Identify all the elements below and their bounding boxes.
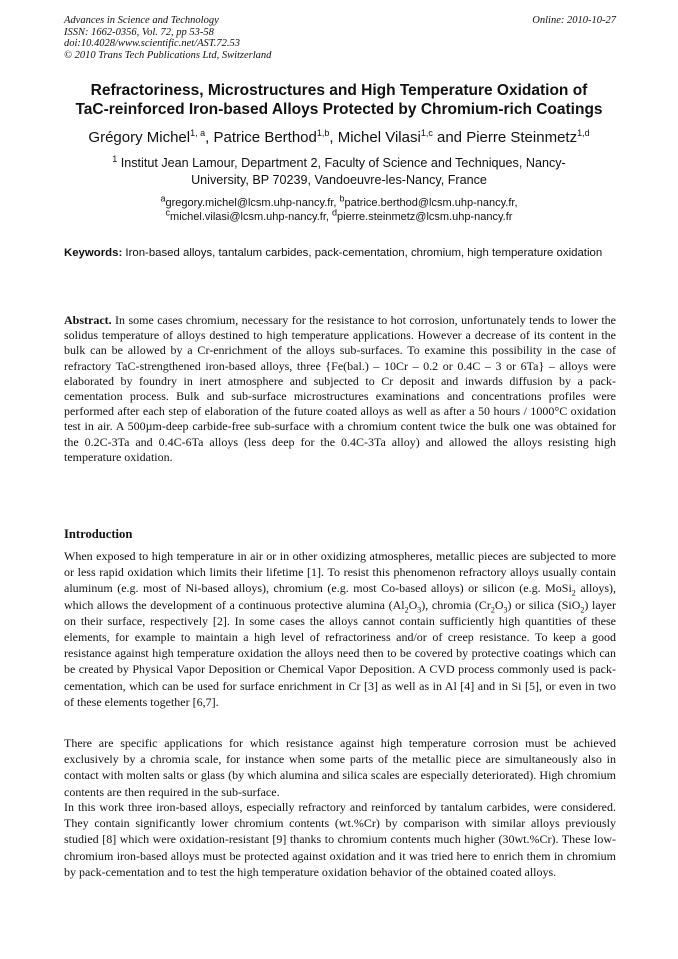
subscript: 3 <box>503 605 508 614</box>
copyright-line: © 2010 Trans Tech Publications Ltd, Switzerland <box>64 49 272 61</box>
affiliation-line-1: Institut Jean Lamour, Department 2, Faculty of Science and Techniques, Nancy- <box>117 156 566 170</box>
email-link[interactable]: patrice.berthod@lcsm.uhp-nancy.fr, <box>344 197 518 209</box>
abstract <box>64 313 616 465</box>
subscript: 2 <box>490 605 495 614</box>
abstract-label: Abstract. <box>64 313 112 327</box>
text-run: alloys), which allows the development of a continuous protective alumina (Al <box>64 581 616 612</box>
author-affil-mark: 1,c <box>420 128 433 138</box>
intro-paragraph-2: There are specific applications for which resistance against high temperature corrosion must be achieved exclusively by a chromia scale, for instance when some parts of the metallic piece are simultaneously also in contact with molten salts or glass (by which alumina and silica scales are especially deteriorated). High chromium contents are then required in the sub-surface. <box>64 736 616 799</box>
online-date: Online: 2010-10-27 <box>532 15 616 26</box>
author-affil-mark: 1,b <box>316 128 330 138</box>
text-run: ) or silica (SiO <box>507 597 581 612</box>
affiliation-line-2: University, BP 70239, Vandoeuvre-les-Nancy, France <box>191 173 487 187</box>
text-run: O <box>494 597 504 612</box>
author-separator: , <box>205 129 214 146</box>
email-mark: b <box>339 193 345 204</box>
email-link[interactable]: gregory.michel@lcsm.uhp-nancy.fr, <box>165 197 340 209</box>
subscript: 3 <box>417 605 422 614</box>
author-name: Patrice Berthod <box>213 129 317 146</box>
email-link[interactable]: michel.vilasi@lcsm.uhp-nancy.fr, <box>170 211 333 223</box>
intro-paragraph-1 <box>64 548 616 710</box>
text-run: ) layer on their surface, respectively [2]. In some cases the alloys cannot contain sufficiently high quantities of these elements, for example to maintain a high level of refractoriness and/or of creep resistance. To keep a good resistance against high temperature oxidation the alloys need then to be covered by protective coatings which can be created by Physical Vapor Deposition or Chemical Vapor Deposition. A CVD process commonly used is pack-cementation, which can be used for surface enrichment in Cr [3] as well as in Al [4] and in Si [5], or even in two of these elements together [6,7]. <box>64 597 616 709</box>
text-run: O <box>408 597 418 612</box>
subscript: 2 <box>571 588 576 598</box>
keywords-text: Iron-based alloys, tantalum carbides, pack-cementation, chromium, high temperature oxidation <box>122 247 603 259</box>
paper-title <box>50 81 628 119</box>
email-mark: c <box>165 207 171 218</box>
journal-name: Advances in Science and Technology <box>64 15 219 26</box>
intro-paragraph-3: In this work three iron-based alloys, especially refractory and reinforced by tantalum carbides, were considered. They contain significantly lower chromium contents (wt.%Cr) by comparison with similar alloys previously studied [8] which were oxidation-resistant [9] thanks to chromium contents much higher (30wt.%Cr). These low-chromium iron-based alloys must be protected against oxidation and it was tried here to enrich them in chromium by pack-cementation and to test the high temperature oxidation behavior of the obtained coated alloys. <box>64 800 616 879</box>
subscript: 2 <box>404 605 409 614</box>
subscript: 2 <box>580 605 585 614</box>
author-affil-mark: 1, a <box>190 128 206 138</box>
email-link[interactable]: pierre.steinmetz@lcsm.uhp-nancy.fr <box>337 211 513 223</box>
title-line-2: TaC-reinforced Iron-based Alloys Protected by Chromium-rich Coatings <box>75 101 603 118</box>
doi-line: doi:10.4028/www.scientific.net/AST.72.53 <box>64 38 241 50</box>
author-separator: and <box>432 129 467 146</box>
keywords <box>64 246 616 260</box>
email-mark: d <box>332 207 338 218</box>
affiliation <box>60 155 618 189</box>
journal-header <box>64 15 616 61</box>
title-line-1: Refractoriness, Microstructures and High Temperature Oxidation of <box>90 82 588 99</box>
author-name: Michel Vilasi <box>337 129 421 146</box>
author-list <box>40 129 638 147</box>
author-separator: , <box>329 129 338 146</box>
text-run: When exposed to high temperature in air or in other oxidizing atmospheres, metallic pieces are subjected to more or less rapid oxidation which limits their lifetime [1]. To resist this phenomenon refractory alloys usually contain aluminum (e.g. most of Ni-based alloys), chromium (e.g. most Co-based alloys) or silicon (e.g. MoSi <box>64 549 616 596</box>
author-name: Pierre Steinmetz <box>466 129 578 146</box>
affiliation-mark: 1 <box>112 153 118 164</box>
email-mark: a <box>160 193 166 204</box>
issn-line: ISSN: 1662-0356, Vol. 72, pp 53-58 <box>64 26 214 38</box>
author-name: Grégory Michel <box>88 129 191 146</box>
email-list <box>60 193 618 224</box>
abstract-text: In some cases chromium, necessary for the resistance to hot corrosion, unfortunately tends to lower the solidus temperature of alloys destined to high temperature applications. However a decrease of its content in the bulk can be allowed by a Cr-enrichment of the alloys sub-surfaces. To examine this possibility in the case of refractory TaC-strengthened iron-based alloys, three {Fe(bal.) – 10Cr – 0.2 or 0.4C – 3 or 6Ta} – alloys were elaborated by foundry in inert atmosphere and subjected to Cr deposit and inwards diffusion by a pack-cementation process. Bulk and sub-surface microstructures examinations and concentrations profiles were performed after each step of elaboration of the future coated alloys as well as after a 50 hours / 1000°C oxidation test in air. A 500µm-deep carbide-free sub-surface with a chromium content twice the bulk one was obtained for the 0.2C-3Ta and 0.4C-6Ta alloys (less deep for the 0.4C-3Ta alloy) and allowed the alloys resisting high temperature oxidation. <box>64 313 616 464</box>
section-heading-introduction: Introduction <box>64 527 133 541</box>
text-run: ), chromia (Cr <box>421 597 491 612</box>
author-affil-mark: 1,d <box>577 128 590 138</box>
keywords-label: Keywords: <box>64 247 123 259</box>
